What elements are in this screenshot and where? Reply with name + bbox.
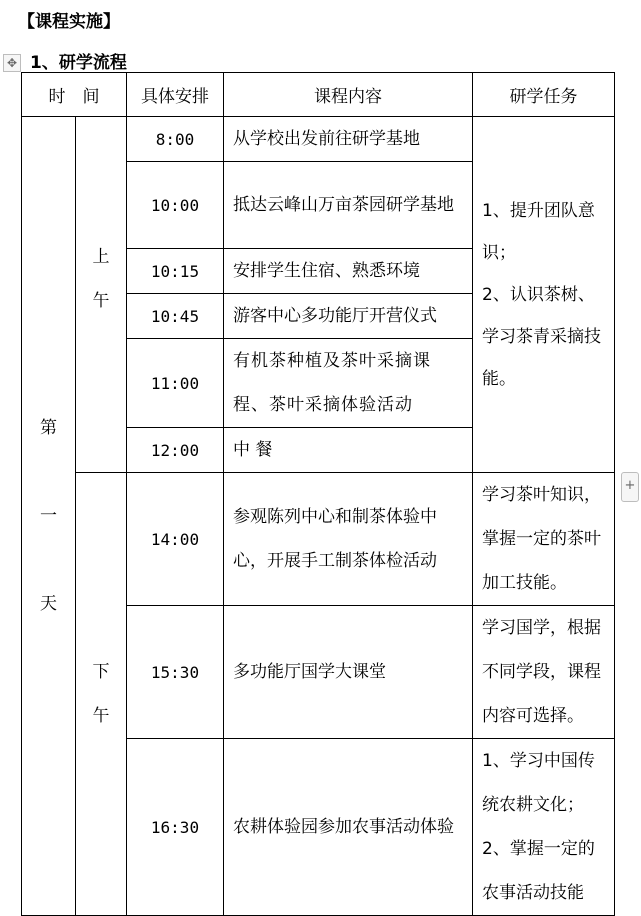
schedule-table	[21, 72, 615, 916]
content-cell: 有机茶种植及茶叶采摘课程、茶叶采摘体验活动	[224, 339, 473, 428]
content-cell: 安排学生住宿、熟悉环境	[224, 249, 473, 294]
move-cross-icon[interactable]: ✥	[3, 54, 21, 72]
header-task: 研学任务	[473, 73, 615, 117]
plus-icon[interactable]: +	[621, 472, 639, 502]
time-cell: 15:30	[127, 606, 224, 739]
afternoon-char: 午	[92, 706, 110, 726]
section-subheading: 1、研学流程	[30, 53, 127, 73]
content-cell: 农耕体验园参加农事活动体验	[224, 739, 473, 916]
afternoon-char: 下	[92, 662, 110, 682]
content-cell: 游客中心多功能厅开营仪式	[224, 294, 473, 339]
time-cell: 10:45	[127, 294, 224, 339]
table-row	[22, 473, 615, 606]
task-item: 1、学习中国传统农耕文化；	[482, 751, 595, 815]
header-content: 课程内容	[224, 73, 473, 117]
task-cell: 学习茶叶知识，掌握一定的茶叶加工技能。	[473, 473, 615, 606]
header-arrangement: 具体安排	[127, 73, 224, 117]
content-cell: 从学校出发前往研学基地	[224, 117, 473, 162]
task-cell: 学习国学，根据不同学段，课程内容可选择。	[473, 606, 615, 739]
section-heading: 【课程实施】	[18, 12, 120, 32]
time-cell: 11:00	[127, 339, 224, 428]
task-item: 1、提升团队意识；	[482, 200, 595, 263]
time-cell: 10:15	[127, 249, 224, 294]
time-cell: 16:30	[127, 739, 224, 916]
table-row	[22, 117, 615, 162]
content-cell: 多功能厅国学大课堂	[224, 606, 473, 739]
afternoon-label	[76, 473, 127, 916]
morning-char: 上	[92, 247, 110, 267]
time-cell: 14:00	[127, 473, 224, 606]
morning-label	[76, 117, 127, 473]
day-label	[22, 117, 76, 916]
task-item: 2、掌握一定的农事活动技能	[482, 839, 595, 903]
task-item: 2、认识茶树、学习茶青采摘技能。	[482, 284, 601, 389]
table-header-row	[22, 73, 615, 117]
time-cell: 12:00	[127, 428, 224, 473]
morning-char: 午	[92, 291, 110, 311]
content-cell: 中 餐	[224, 428, 473, 473]
time-cell: 8:00	[127, 117, 224, 162]
time-cell: 10:00	[127, 162, 224, 249]
content-cell: 抵达云峰山万亩茶园研学基地	[224, 162, 473, 249]
header-time: 时 间	[22, 73, 127, 117]
content-cell: 参观陈列中心和制茶体验中心，开展手工制茶体检活动	[224, 473, 473, 606]
morning-task-cell	[473, 117, 615, 473]
day-char: 第	[40, 418, 57, 438]
task-cell	[473, 739, 615, 916]
day-char: 一	[40, 506, 57, 526]
day-char: 天	[40, 594, 57, 614]
